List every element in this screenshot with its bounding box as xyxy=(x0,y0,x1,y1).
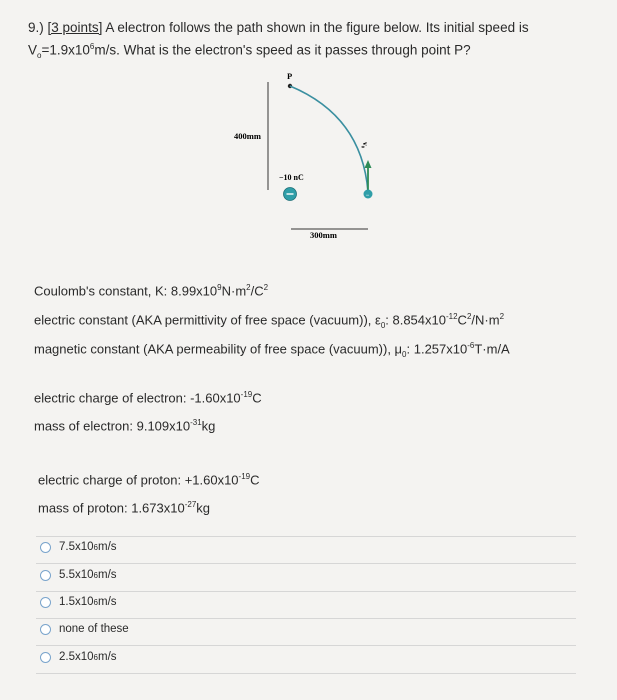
choice-option-5[interactable] xyxy=(40,651,117,663)
choice-5-unit: m/s xyxy=(97,651,117,663)
question-line1: A electron follows the path shown in the figure below. Its initial speed is xyxy=(102,20,529,35)
coulomb-text: Coulomb's constant, K: 8.99x10 xyxy=(34,283,218,299)
coulomb-constant xyxy=(34,283,268,298)
electric-constant xyxy=(34,312,504,330)
radio-button[interactable] xyxy=(40,652,51,663)
electron-mass-text: mass of electron: 9.109x10 xyxy=(34,418,191,434)
speed-value: =1.9x10 xyxy=(41,42,90,58)
electric-sub: 0 xyxy=(380,320,386,330)
electron-path-figure xyxy=(0,0,617,260)
electron-mass-unit: kg xyxy=(201,418,216,434)
electric-exp1: -12 xyxy=(445,312,458,321)
coulomb-exp1: 9 xyxy=(217,283,222,292)
electric-exp3: 2 xyxy=(499,312,505,321)
question-number: 9.) xyxy=(28,20,44,35)
point-p-label: P xyxy=(287,71,293,81)
electric-exp2: 2 xyxy=(466,312,472,321)
proton-charge-text: electric charge of proton: +1.60x10 xyxy=(38,472,239,488)
electric-value: : 8.854x10 xyxy=(385,312,446,328)
choice-option-1[interactable] xyxy=(40,541,117,553)
radio-button[interactable] xyxy=(40,542,51,553)
magnetic-unit: T·m/A xyxy=(474,341,510,357)
electron-sign: − xyxy=(365,193,370,199)
radio-button[interactable] xyxy=(40,597,51,608)
choice-option-2[interactable] xyxy=(40,569,117,581)
choice-separator xyxy=(36,673,576,674)
electron-charge-exp: -19 xyxy=(240,390,253,399)
coulomb-exp2: 2 xyxy=(246,283,251,292)
choice-separator xyxy=(36,618,576,619)
choice-3-text: 1.5x10 xyxy=(59,596,94,608)
proton-charge-unit: C xyxy=(250,472,260,488)
question-points: [3 points] xyxy=(47,20,103,35)
coulomb-unit1: N·m xyxy=(221,283,247,299)
magnetic-value: : 1.257x10 xyxy=(406,341,468,357)
coulomb-exp3: 2 xyxy=(263,283,269,292)
electric-unit2: /N·m xyxy=(471,312,500,328)
magnetic-sub: 0 xyxy=(402,349,407,359)
choice-2-unit: m/s xyxy=(97,569,117,581)
horizontal-dimension-label: 300mm xyxy=(310,230,337,240)
choice-1-exp: 6 xyxy=(93,542,98,552)
magnetic-exp: -6 xyxy=(467,341,475,350)
fixed-charge-label: −10 nC xyxy=(279,173,304,182)
coulomb-unit2: /C xyxy=(250,283,264,299)
choice-1-unit: m/s xyxy=(97,541,117,553)
electron-charge xyxy=(34,390,262,405)
electron-mass-exp: -31 xyxy=(190,418,202,427)
electron-charge-unit: C xyxy=(252,390,262,406)
proton-mass-unit: kg xyxy=(196,500,210,516)
choice-separator xyxy=(36,536,576,537)
speed-exponent: 6 xyxy=(89,42,95,51)
magnetic-constant xyxy=(34,341,510,359)
choice-5-text: 2.5x10 xyxy=(59,651,94,663)
question-line2: m/s. What is the electron's speed as it passes through point P? xyxy=(94,42,471,58)
v-subscript: o xyxy=(37,51,42,61)
choice-separator xyxy=(36,591,576,592)
electron-mass xyxy=(34,418,215,433)
electric-unit1: C xyxy=(457,312,467,328)
vertical-dimension-label: 400mm xyxy=(234,131,261,141)
choice-4-text: none of these xyxy=(59,623,129,635)
proton-mass-exp: -27 xyxy=(184,500,197,509)
radio-button[interactable] xyxy=(40,570,51,581)
v-symbol: V xyxy=(28,42,38,58)
choice-5-exp: 6 xyxy=(93,652,98,662)
choice-option-4[interactable] xyxy=(40,623,129,635)
choice-option-3[interactable] xyxy=(40,596,117,608)
electron-charge-text: electric charge of electron: -1.60x10 xyxy=(34,390,241,406)
proton-mass-text: mass of proton: 1.673x10 xyxy=(38,500,185,516)
choice-3-exp: 6 xyxy=(93,597,98,607)
choice-separator xyxy=(36,563,576,564)
choice-2-text: 5.5x10 xyxy=(59,569,94,581)
choice-3-unit: m/s xyxy=(97,596,117,608)
choice-2-exp: 6 xyxy=(93,570,98,580)
velocity-arrow-head xyxy=(365,160,372,168)
choice-separator xyxy=(36,645,576,646)
proton-charge-exp: -19 xyxy=(238,472,251,481)
magnetic-text: magnetic constant (AKA permeability of free space (vacuum)), μ xyxy=(34,341,403,357)
proton-charge xyxy=(38,472,260,487)
proton-mass xyxy=(38,500,210,515)
velocity-label: v₀ xyxy=(361,142,370,148)
radio-button[interactable] xyxy=(40,624,51,635)
choice-1-text: 7.5x10 xyxy=(59,541,94,553)
electric-text: electric constant (AKA permittivity of free space (vacuum)), ε xyxy=(34,312,381,328)
